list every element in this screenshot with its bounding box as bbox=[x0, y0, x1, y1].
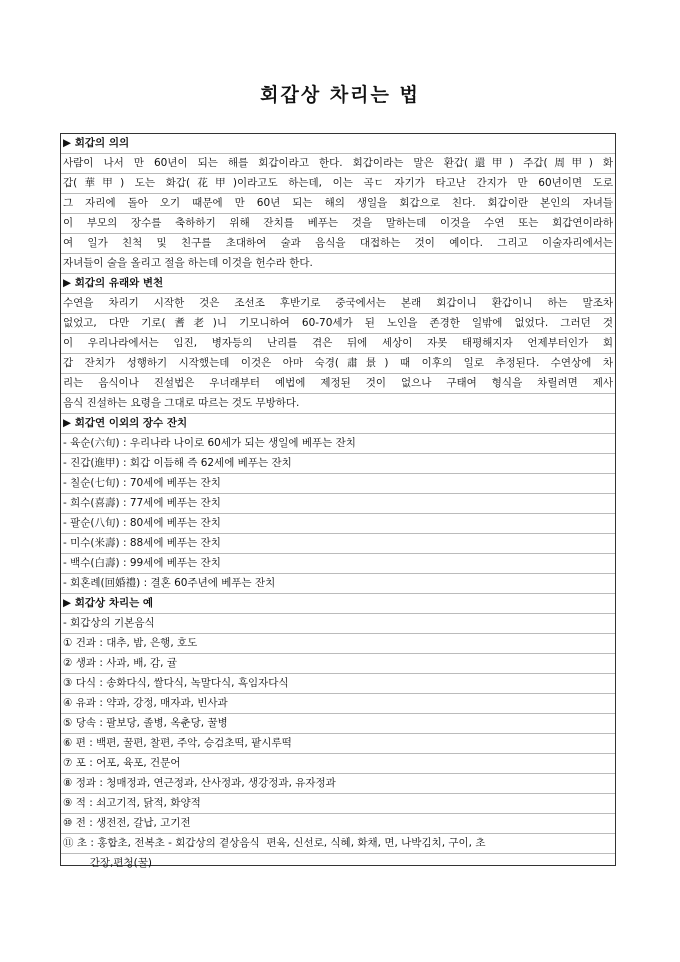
paragraph-line: 사람이 나서 만 60년이 되는 해를 회갑이라고 한다. 회갑이라는 말은 환갑(還甲) 주갑(周甲) 화 bbox=[61, 154, 615, 174]
paragraph-line: 음식 진설하는 요령을 그대로 따르는 것도 무방하다. bbox=[61, 394, 615, 414]
list-item: ⑨ 적 : 쇠고기적, 닭적, 화양적 bbox=[61, 794, 615, 814]
list-item: ⑩ 전 : 생전전, 갈납, 고기전 bbox=[61, 814, 615, 834]
paragraph-line: 자녀들이 술을 올리고 절을 하는데 이것을 헌수라 한다. bbox=[61, 254, 615, 274]
paragraph-line: 리는 음식이나 진설법은 우너래부터 예법에 제정된 것이 없으나 구태여 형식을 차릴려면 제사 bbox=[61, 374, 615, 394]
paragraph-line: 이 우리나라에서는 임진, 병자등의 난리를 겪은 뒤에 세상이 자못 태평해지자 언제부터인가 회 bbox=[61, 334, 615, 354]
list-item: ⑦ 포 : 어포, 육포, 건문어 bbox=[61, 754, 615, 774]
list-item: - 희수(喜壽) : 77세에 베푸는 잔치 bbox=[61, 494, 615, 514]
list-item: ⑥ 편 : 백편, 꿀편, 찰편, 주악, 승검초떡, 팥시루떡 bbox=[61, 734, 615, 754]
list-item: ③ 다식 : 송화다식, 쌀다식, 녹말다식, 흑임자다식 bbox=[61, 674, 615, 694]
list-item: - 회혼례(回婚禮) : 결혼 60주년에 베푸는 잔치 bbox=[61, 574, 615, 594]
list-item: ② 생과 : 사과, 배, 감, 귤 bbox=[61, 654, 615, 674]
list-item: ⑪ 초 : 홍합초, 전복초 - 회갑상의 곁상음식 편육, 신선로, 식혜, 화채, 면, 나박김치, 구이, 초 bbox=[61, 834, 615, 854]
list-item: - 미수(米壽) : 88세에 베푸는 잔치 bbox=[61, 534, 615, 554]
section-heading-origin: ▶ 회갑의 유래와 변천 bbox=[61, 274, 615, 294]
list-item: - 육순(六旬) : 우리나라 나이로 60세가 되는 생일에 베푸는 잔치 bbox=[61, 434, 615, 454]
list-item: ⑧ 정과 : 청매정과, 연근정과, 산사정과, 생강정과, 유자정과 bbox=[61, 774, 615, 794]
list-item: 간장,편청(꿀) bbox=[63, 857, 152, 869]
list-item: - 백수(白壽) : 99세에 베푸는 잔치 bbox=[61, 554, 615, 574]
list-item: ⑤ 당속 : 팔보당, 졸병, 옥춘당, 꿀병 bbox=[61, 714, 615, 734]
paragraph-line: 갑 잔치가 성행하기 시작했는데 이것은 아마 숙경(肅景) 때 이후의 일로 추정된다. 수연상에 차 bbox=[61, 354, 615, 374]
section-heading-table-setting: ▶ 회갑상 차리는 예 bbox=[61, 594, 615, 614]
paragraph-line: 수연을 차리기 시작한 것은 조선조 후반기로 중국에서는 본래 회갑이니 환갑이니 하는 말조차 bbox=[61, 294, 615, 314]
list-item: ① 건과 : 대추, 밤, 은행, 호도 bbox=[61, 634, 615, 654]
content-table bbox=[60, 133, 616, 869]
page-title: 회갑상 차리는 법 bbox=[260, 84, 420, 106]
list-item: - 칠순(七旬) : 70세에 베푸는 잔치 bbox=[61, 474, 615, 494]
paragraph-line: 갑(華甲) 도는 화갑(花甲)이라고도 하는데, 이는 곡ㄷ 자기가 타고난 간지가 만 60년이면 도로 bbox=[61, 174, 615, 194]
paragraph-line: 그 자리에 돌아 오기 때문에 만 60년 되는 해의 생일을 회갑으로 친다. 회갑이란 본인의 자녀들 bbox=[61, 194, 615, 214]
paragraph-line: 없었고, 다만 기로(耆老)니 기모니하여 60-70세가 된 노인을 존경한 일밖에 없었다. 그러던 것 bbox=[61, 314, 615, 334]
section-heading-longevity-feasts: ▶ 회갑연 이외의 장수 잔치 bbox=[61, 414, 615, 434]
section-heading-meaning: ▶ 회갑의 의의 bbox=[61, 134, 615, 154]
list-item: - 팔순(八旬) : 80세에 베푸는 잔치 bbox=[61, 514, 615, 534]
paragraph-line: 이 부모의 장수를 축하하기 위해 잔치를 베푸는 것을 말하는데 이것을 수연 또는 회갑연이라하 bbox=[61, 214, 615, 234]
list-item: ④ 유과 : 약과, 강정, 매자과, 빈사과 bbox=[61, 694, 615, 714]
list-item: - 진갑(進甲) : 회갑 이듬해 즉 62세에 베푸는 잔치 bbox=[61, 454, 615, 474]
paragraph-line: 여 일가 친척 및 친구를 초대하여 술과 음식을 대접하는 것이 예이다. 그리고 이술자리에서는 bbox=[61, 234, 615, 254]
list-item: - 회갑상의 기본음식 bbox=[61, 614, 615, 634]
